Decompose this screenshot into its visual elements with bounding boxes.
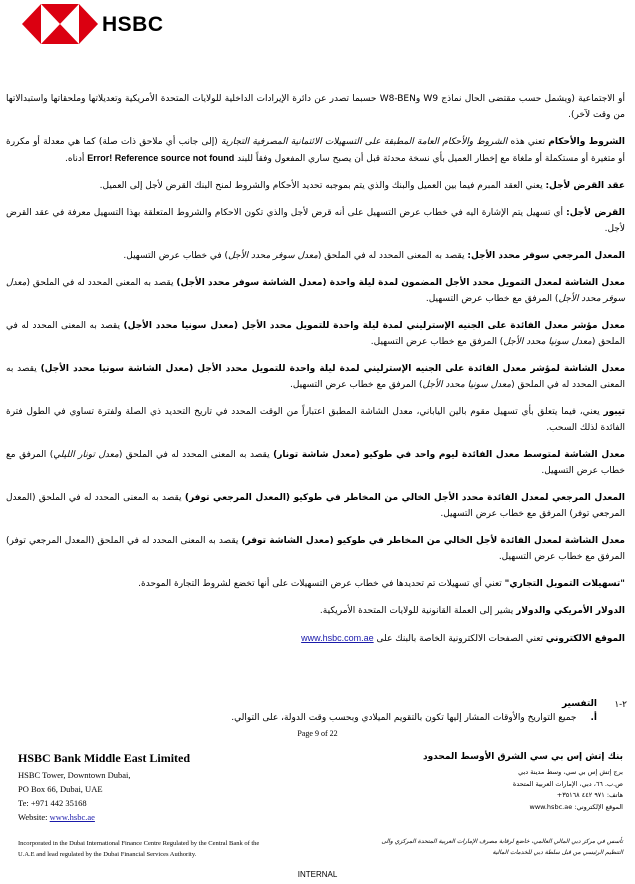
address-line-1: HSBC Tower, Downtown Dubai, — [18, 770, 131, 780]
hsbc-wordmark: HSBC — [102, 13, 164, 36]
paragraph-terms-conditions: الشروط والأحكام تعني هذه الشروط والأحكام العامة المطبقة على التسهيلات الائتمانية المصرفية التجارية (إلى جانب أي ملاحق ذات صلة) كما هي معدلة أو مكررة أو متغيرة أو مستكملة أو ملغاة مع إخطار العميل بأي نسخة محدثة قبل أن يصبح ساري المفعول وفقاً للبند Error! Reference source not found أدناه. — [6, 137, 626, 164]
section-item — [231, 711, 597, 725]
address-line-1-ar: برج إتش إس بي سي، وسط مدينة دبي — [518, 768, 623, 776]
classification-label: INTERNAL — [297, 870, 338, 879]
paragraph-torf-screen: معدل الشاشة لمعدل الفائدة لأجل الخالي من المخاطر في طوكيو (معدل الشاشة توفر) يقصد به المعنى المحدد له في الملحق (المعدل المرجعي توفر) المرفق مع خطاب عرض التسهيل. — [6, 536, 625, 562]
website-line-ar: الموقع الإلكتروني: www.hsbc.ae — [529, 802, 623, 811]
section-number: ٢-١ — [614, 699, 627, 709]
paragraph-term-loan-agreement: عقد القرض لأجل: يعني العقد المبرم فيما بين العميل والبنك والذي يتم بموجبه تحديد الأحكام والشروط لمنح البنك القرض لأجل إلى العميل. — [99, 181, 625, 191]
document-body — [6, 91, 625, 658]
footer-website-ar: www.hsbc.ae — [529, 802, 573, 811]
paragraph-us-dollar: الدولار الأمريكي والدولار يشير إلى العملة القانونية للولايات المتحدة الأمريكية. — [319, 606, 625, 616]
paragraph-term-loan: القرض لأجل: أي تسهيل يتم الإشارة اليه في خطاب عرض التسهيل على أنه قرض لأجل والذي تكون الاحكام والشروط المتعلقة بهذا التسهيل معرفة في عقد القرض لأجل. — [6, 208, 625, 234]
paragraph-term-sonia-screen: معدل الشاشة لمؤشر معدل الفائدة على الجنيه الإسترليني لمدة ليلة واحدة للتمويل محدد الأجل (معدل الشاشة سونيا محدد الأجل) يقصد به المعنى المحدد له في الملحق (معدل سونيا محدد الأجل) المرفق مع خطاب عرض التسهيل. — [6, 364, 626, 390]
footer-arabic — [403, 750, 623, 813]
website-link[interactable]: www.hsbc.com.ae — [301, 633, 374, 643]
company-name-en: HSBC Bank Middle East Limited — [18, 751, 191, 765]
footer-website-link[interactable]: www.hsbc.ae — [49, 812, 95, 822]
paragraph-tax-forms: أو الاجتماعية (ويشمل حسب مقتضى الحال نماذج W9 وW8-BEN حسبما تصدر عن دائرة الإيرادات الداخلية للولايات المتحدة الأمريكية وتعديلاتها وملحقاتها واستبدالاتها من وقت لآخر). — [6, 94, 625, 120]
section-item-text: جميع التواريخ والأوقات المشار إليها تكون بالتقويم الميلادي وبحسب وقت الدولة، على التوالي. — [231, 713, 577, 723]
paragraph-website: الموقع الالكتروني تعني الصفحات الالكترونية الخاصة بالبنك على www.hsbc.com.ae — [301, 633, 625, 644]
hsbc-hexagon-icon — [22, 4, 98, 44]
footer-english — [18, 750, 278, 824]
paragraph-term-sofr-reference: المعدل المرجعي سوفر محدد الأجل: يقصد به المعنى المحدد له في الملحق (معدل سوفر محدد الأجل) في خطاب عرض التسهيل. — [123, 251, 625, 261]
page-number: Page 9 of 22 — [297, 729, 338, 738]
paragraph-tibor: تيبور يعني، فيما يتعلق بأي تسهيل مقوم بالين الياباني، معدل الشاشة المطبق اعتباراً من الوقت المحدد في تاريخ التحديد ذي الصلة ولفترة تساوي في الطول فترة الفائدة لذلك السحب. — [6, 407, 625, 433]
regulatory-note-ar: تأسس في مركز دبي المالي العالمي، خاضع لرقابة مصرف الإمارات العربية المتحدة المركزي والى التنظيم الرئيسي من قبل سلطة دبي للخدمات المالية — [381, 838, 623, 856]
address-line-2-ar: ص.ب. ٦٦، دبي، الإمارات العربية المتحدة — [512, 779, 623, 788]
paragraph-term-sofr-screen: معدل الشاشة لمعدل التمويل محدد الأجل المضمون لمدة ليلة واحدة (معدل الشاشة سوفر محدد الأجل) يقصد به المعنى المحدد له في الملحق (معدل سوفر محدد الأجل) المرفق مع خطاب عرض التسهيل. — [6, 278, 626, 304]
reference-error: Error! Reference source not found — [87, 153, 235, 163]
paragraph-term-sonia: معدل مؤشر معدل الفائدة على الجنيه الإسترليني لمدة ليلة واحدة للتمويل محدد الأجل (معدل سونيا محدد الأجل) يقصد به المعنى المحدد له في الملحق (معدل سونيا محدد الأجل) المرفق مع خطاب عرض التسهيل. — [6, 321, 625, 347]
phone-line: Te: +971 442 35168 — [18, 798, 87, 808]
phone-line-ar: هاتف: ٩٧١ ٤٤٢ ٣٥١٦٨+ — [556, 791, 623, 799]
section-item-marker: أ. — [590, 713, 597, 723]
address-line-2: PO Box 66, Dubai, UAE — [18, 784, 103, 794]
paragraph-tonar-screen: معدل الشاشة لمتوسط معدل الفائدة ليوم واحد في طوكيو (معدل شاشة تونار) يقصد به المعنى المحدد له في الملحق (معدل تونار الليلي) المرفق مع خطاب عرض التسهيل. — [6, 450, 625, 476]
paragraph-torf-reference: المعدل المرجعي لمعدل الفائدة محدد الأجل الخالي من المخاطر في طوكيو (المعدل المرجعي توفر) يقصد به المعنى المحدد له في الملحق (المعدل المرجعي توفر) المرفق مع خطاب عرض التسهيل. — [6, 493, 625, 519]
company-name-ar: بنك إتش إس بي سي الشرق الأوسط المحدود — [422, 752, 623, 762]
paragraph-trade-finance: "تسهيلات التمويل التجاري" تعني أي تسهيلات تم تحديدها في خطاب عرض التسهيلات على أنها تخضع لشروط التجارة الموحدة. — [138, 579, 625, 589]
section-title: التفسير — [561, 699, 597, 709]
regulatory-note-en: Incorporated in the Dubai International Finance Centre Regulated by the Central Bank of the U.A.E and lead regulated by the Dubai Financial Services Authority. — [18, 840, 260, 858]
hsbc-logo — [22, 4, 167, 44]
website-line: Website: www.hsbc.ae — [18, 812, 95, 822]
